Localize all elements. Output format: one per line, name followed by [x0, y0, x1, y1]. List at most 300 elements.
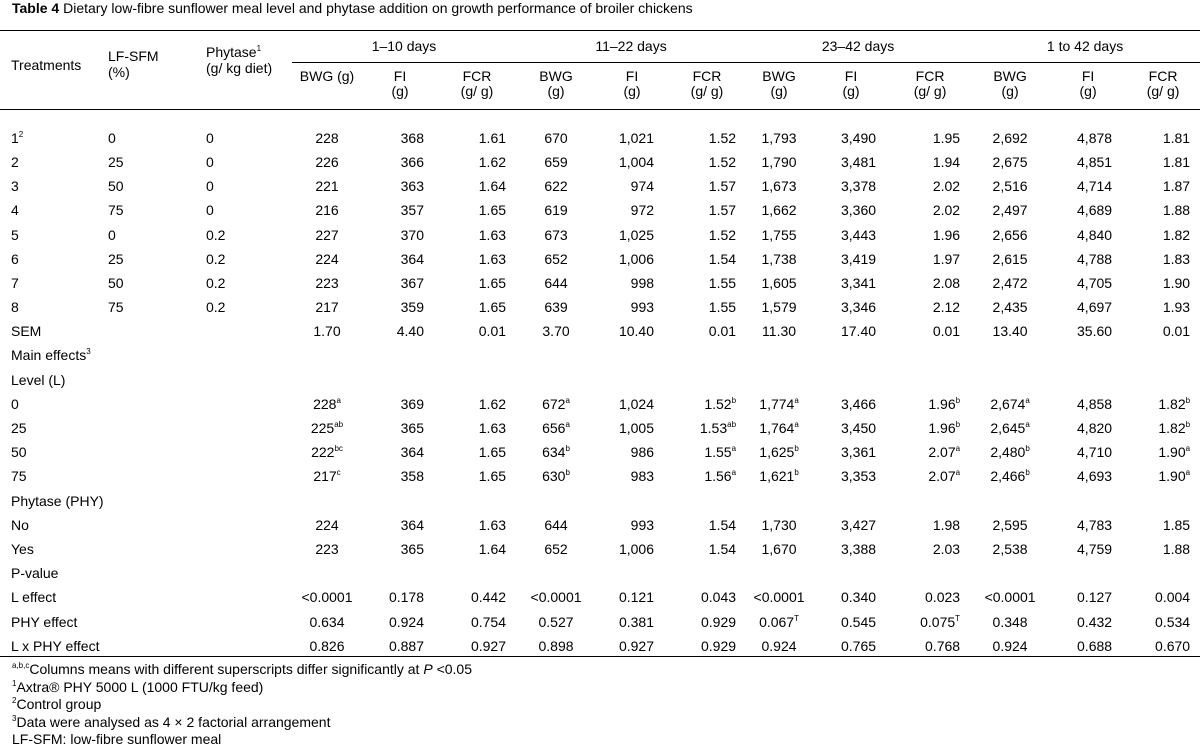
table-cell: 0.01 [1162, 323, 1191, 340]
table-cell [970, 368, 1050, 392]
table-cell [292, 343, 362, 367]
row-label: 0 [11, 395, 19, 412]
row-label: L x PHY effect [11, 637, 100, 654]
table-cell: 1,004 [618, 153, 655, 170]
row-lfsfm: 25 [108, 250, 124, 267]
table-cell: 228 [315, 129, 339, 146]
table-cell: 217 [315, 299, 339, 316]
table-cell: 4,840 [1077, 226, 1113, 243]
table-cell: 226 [315, 153, 339, 170]
table-cell: 1.52 [708, 153, 737, 170]
row-phytase: 0 [206, 129, 214, 146]
row-label: Level (L) [11, 371, 66, 388]
row-label: 50 [11, 444, 27, 461]
table-cell: 1.53$^{ab}$ [699, 420, 737, 437]
row-phytase [206, 392, 292, 416]
row-lfsfm: 50 [108, 178, 124, 195]
table-cell: 1.85 [1162, 516, 1191, 533]
table-row [0, 513, 1200, 537]
table-cell: 223 [315, 540, 339, 557]
row-label: 2 [11, 153, 19, 170]
footnote: $^3$Data were analysed as 4 × 2 factorial arrangement [12, 713, 331, 730]
table-cell: 1.90$^a$ [1158, 468, 1191, 485]
row-lfsfm [108, 440, 206, 464]
table-cell: 2,480$^b$ [990, 444, 1030, 461]
table-cell: 619 [544, 202, 568, 219]
table-cell: 1.52 [708, 129, 737, 146]
table-cell: 3,443 [840, 226, 877, 243]
table-row [0, 392, 1200, 416]
table-cell [1050, 489, 1126, 513]
table-cell: 1.57 [708, 178, 737, 195]
table-cell: 228$^a$ [313, 395, 341, 412]
table-cell: 0.929 [700, 613, 737, 630]
data-table [0, 30, 1200, 658]
header-col-8: FCR (g/ g) [913, 68, 947, 100]
table-row [0, 440, 1200, 464]
table-cell: 0.442 [470, 589, 507, 606]
row-label: 4 [11, 202, 19, 219]
table-cell: 2,538 [992, 540, 1028, 557]
row-label: 75 [11, 468, 27, 485]
row-label: 8 [11, 299, 19, 316]
table-cell: 1,764$^a$ [759, 420, 799, 437]
table-cell [362, 343, 438, 367]
table-cell: 1,579 [761, 299, 797, 316]
table-cell: 0.340 [840, 589, 877, 606]
table-cell: 366 [400, 153, 424, 170]
table-cell: 1.64 [478, 540, 507, 557]
table-cell: 17.40 [840, 323, 877, 340]
table-cell: 364 [400, 444, 424, 461]
table-cell [746, 368, 812, 392]
table-cell: 1.87 [1162, 178, 1191, 195]
header-col-11: FCR (g/ g) [1146, 68, 1180, 100]
table-cell: 1,793 [761, 129, 797, 146]
table-cell: 652 [544, 250, 568, 267]
table-cell [1126, 489, 1200, 513]
table-cell: 672$^a$ [542, 395, 570, 412]
table-cell: 4,710 [1077, 444, 1113, 461]
table-cell: 2,645$^a$ [990, 420, 1030, 437]
row-phytase [206, 609, 292, 633]
table-cell: 1,730 [761, 516, 797, 533]
table-row [0, 247, 1200, 271]
table-cell [516, 489, 596, 513]
table-cell: 0.670 [1155, 637, 1191, 654]
table-cell: 1.55$^a$ [704, 444, 737, 461]
table-cell [1050, 561, 1126, 585]
table-cell: 2,435 [992, 299, 1028, 316]
table-cell: 0.043 [700, 589, 737, 606]
table-cell: 2,472 [992, 274, 1028, 291]
table-cell: 0.768 [925, 637, 961, 654]
table-cell: $225^{ab}$ [310, 420, 344, 437]
footnotes [12, 661, 472, 749]
row-phytase [206, 585, 292, 609]
header-col-5: FCR (g/ g) [690, 68, 724, 100]
table-cell: 1,673 [761, 178, 797, 195]
row-phytase [206, 513, 292, 537]
table-cell: 1.54 [708, 516, 737, 533]
table-cell: 3,388 [840, 540, 877, 557]
table-cell: $0.067^T$ [759, 613, 799, 630]
table-cell: 368 [400, 129, 424, 146]
row-phytase [206, 319, 292, 343]
table-cell: 639 [544, 299, 568, 316]
row-label: Phytase (PHY) [11, 492, 104, 509]
row-label: L effect [11, 589, 57, 606]
table-cell [1050, 343, 1126, 367]
table-row [0, 150, 1200, 174]
row-phytase: 0 [206, 202, 214, 219]
row-label: P-value [11, 565, 59, 582]
table-cell [362, 489, 438, 513]
table-cell: 4,820 [1077, 420, 1113, 437]
table-cell: 2.07$^a$ [928, 468, 961, 485]
table-cell: 1.95 [932, 129, 961, 146]
table-cell [970, 489, 1050, 513]
table-cell [668, 343, 746, 367]
table-cell: 1.64 [478, 178, 507, 195]
table-cell: 0.121 [618, 589, 655, 606]
table-cell: 4,705 [1077, 274, 1113, 291]
row-lfsfm [108, 513, 206, 537]
table-cell: 1.82$^b$ [1158, 395, 1191, 412]
table-cell: 2,656 [992, 226, 1028, 243]
table-cell: 1.94 [932, 153, 961, 170]
table-cell: 1.63 [478, 250, 507, 267]
table-cell: 0.924 [388, 613, 424, 630]
table-cell: 0.545 [840, 613, 877, 630]
table-cell: $0.075^T$ [920, 613, 961, 630]
table-cell: 2,675 [992, 153, 1028, 170]
row-label: 25 [11, 420, 27, 437]
table-cell: 1,625$^b$ [759, 444, 799, 461]
table-cell [812, 343, 890, 367]
table-cell: 367 [400, 274, 424, 291]
table-cell: 0.887 [388, 637, 424, 654]
table-cell: 0.01 [708, 323, 737, 340]
table-cell: 983 [630, 468, 655, 485]
header-treatments: Treatments [11, 57, 82, 73]
row-label: SEM [11, 323, 42, 340]
table-cell: 2,466$^b$ [990, 468, 1030, 485]
table-cell: 4,851 [1077, 153, 1113, 170]
table-cell: 3,450 [840, 420, 877, 437]
table-cell [438, 489, 516, 513]
table-row [0, 198, 1200, 222]
table-cell: 3,419 [840, 250, 877, 267]
table-cell: 227 [315, 226, 339, 243]
table-cell: 993 [630, 516, 655, 533]
table-row [0, 585, 1200, 609]
row-phytase [206, 440, 292, 464]
table-cell: 0.634 [309, 613, 345, 630]
table-cell: 1,790 [761, 153, 797, 170]
table-cell [596, 489, 668, 513]
table-cell: 221 [315, 178, 339, 195]
table-cell [438, 561, 516, 585]
header-lfsfm: LF-SFM (%) [108, 48, 159, 80]
table-cell: 1.65 [478, 468, 507, 485]
header-period-2: 11–22 days [516, 30, 746, 63]
table-cell: 972 [630, 202, 655, 219]
header-col-3: BWG (g) [539, 68, 573, 100]
table-cell: 0.898 [538, 637, 574, 654]
row-phytase [206, 343, 292, 367]
header-col-4: FI (g) [623, 68, 641, 100]
table-cell: 0.178 [388, 589, 424, 606]
table-cell: 1.61 [478, 129, 507, 146]
table-cell: 4,693 [1077, 468, 1113, 485]
footnote: $^{a,b,c}$Columns means with different superscripts differ significantly at P <0.05 [12, 661, 473, 677]
table-cell: 1.83 [1162, 250, 1191, 267]
table-cell: 974 [630, 178, 655, 195]
table-cell [812, 489, 890, 513]
table-cell: 0.004 [1155, 589, 1191, 606]
table-cell [890, 343, 970, 367]
table-cell [292, 561, 362, 585]
table-cell [668, 561, 746, 585]
table-cell [292, 489, 362, 513]
table-cell: 1.63 [478, 516, 507, 533]
table-cell: 1.62 [478, 395, 507, 412]
table-cell [1126, 561, 1200, 585]
table-cell: 4,878 [1077, 129, 1113, 146]
table-cell [516, 343, 596, 367]
table-cell [746, 343, 812, 367]
table-cell: 4,783 [1077, 516, 1113, 533]
table-cell: 223 [315, 274, 339, 291]
table-cell: 2.12 [932, 299, 961, 316]
table-cell: 1.90$^a$ [1158, 444, 1191, 461]
row-label: Yes [11, 540, 34, 557]
table-cell [668, 489, 746, 513]
table-row [0, 222, 1200, 246]
table-row [0, 464, 1200, 488]
table-cell [292, 368, 362, 392]
row-lfsfm [108, 609, 206, 633]
table-cell [438, 368, 516, 392]
table-cell [890, 489, 970, 513]
footnote: $^2$Control group [12, 696, 102, 712]
table-row [0, 174, 1200, 198]
row-phytase [206, 489, 292, 513]
table-cell: 3,378 [840, 178, 877, 195]
table-cell: 3,361 [840, 444, 877, 461]
row-lfsfm [108, 489, 206, 513]
table-cell: 3,341 [840, 274, 877, 291]
table-cell: 2.07$^a$ [928, 444, 961, 461]
table-cell: 1.63 [478, 226, 507, 243]
row-label: 3 [11, 178, 19, 195]
row-lfsfm: 25 [108, 153, 124, 170]
row-label: PHY effect [11, 613, 78, 630]
table-cell: 4,858 [1077, 395, 1113, 412]
table-cell: 986 [630, 444, 655, 461]
row-phytase [206, 368, 292, 392]
table-label: Table 4 [12, 0, 60, 16]
row-lfsfm [108, 585, 206, 609]
table-cell: 0.534 [1155, 613, 1191, 630]
table-cell: 1.90 [1162, 274, 1191, 291]
table-cell: 224 [315, 516, 339, 533]
table-cell [746, 489, 812, 513]
table-cell: 659 [544, 153, 568, 170]
header-period-4: 1 to 42 days [970, 30, 1200, 63]
table-row [0, 368, 1200, 392]
row-phytase [206, 561, 292, 585]
table-cell: 3,427 [840, 516, 877, 533]
table-cell: 998 [630, 274, 655, 291]
table-cell: $222^{bc}$ [311, 444, 343, 461]
table-cell: 1,006 [618, 250, 655, 267]
header-period-3: 23–42 days [746, 30, 970, 63]
table-cell: 4,759 [1077, 540, 1113, 557]
table-cell [596, 343, 668, 367]
row-phytase: 0.2 [206, 299, 226, 316]
table-cell: 0.527 [538, 613, 574, 630]
table-cell: 1.54 [708, 540, 737, 557]
table-row [0, 319, 1200, 343]
table-cell: 10.40 [618, 323, 655, 340]
row-phytase: 0 [206, 178, 214, 195]
table-cell: 0.01 [932, 323, 961, 340]
table-cell: 4.40 [396, 323, 424, 340]
table-cell: 357 [400, 202, 424, 219]
header-col-9: BWG (g) [993, 68, 1027, 100]
row-phytase [206, 416, 292, 440]
table-cell: 363 [400, 178, 424, 195]
header-col-0: BWG (g) [299, 68, 355, 85]
table-cell [596, 368, 668, 392]
table-cell [668, 368, 746, 392]
table-cell: 370 [400, 226, 424, 243]
table-cell: 1.65 [478, 274, 507, 291]
table-cell: 652 [544, 540, 568, 557]
table-cell: 1.54 [708, 250, 737, 267]
table-cell: <0.0001 [984, 589, 1036, 606]
table-cell: 2,516 [992, 178, 1028, 195]
table-cell: 1.81 [1162, 153, 1191, 170]
row-label: $1^2$ [11, 129, 24, 146]
header-period-1: 1–10 days [292, 30, 516, 63]
table-cell: 1,621$^b$ [759, 468, 799, 485]
header-phytase: Phytase$^1$ (g/ kg diet) [206, 44, 273, 76]
row-lfsfm: 75 [108, 299, 124, 316]
table-cell: 3,360 [840, 202, 877, 219]
table-row [0, 114, 1200, 150]
table-cell [596, 561, 668, 585]
header-col-10: FI (g) [1079, 68, 1097, 100]
table-cell: 993 [630, 299, 655, 316]
table-cell: 0.927 [470, 637, 507, 654]
table-row [0, 609, 1200, 633]
table-cell: 1.57 [708, 202, 737, 219]
table-cell: 2,497 [992, 202, 1028, 219]
table-cell: 1,738 [761, 250, 797, 267]
table-row [0, 416, 1200, 440]
table-cell: 2.03 [932, 540, 961, 557]
row-label: 5 [11, 226, 19, 243]
table-cell: 0.432 [1077, 613, 1113, 630]
row-label: No [11, 516, 29, 533]
table-row [0, 343, 1200, 367]
table-row [0, 489, 1200, 513]
table-cell: 1,024 [618, 395, 655, 412]
table-cell: 0.01 [478, 323, 507, 340]
table-cell [1126, 368, 1200, 392]
row-lfsfm [108, 392, 206, 416]
table-cell: 656$^a$ [542, 420, 570, 437]
table-cell: 3,346 [840, 299, 877, 316]
table-cell [1050, 368, 1126, 392]
row-lfsfm [108, 634, 206, 658]
table-cell: 1,755 [761, 226, 797, 243]
table-title: Dietary low-fibre sunflower meal level and phytase addition on growth performance of broiler chickens [59, 0, 693, 16]
table-cell: 365 [400, 540, 424, 557]
table-cell [438, 343, 516, 367]
table-row [0, 561, 1200, 585]
table-cell: 4,788 [1077, 250, 1113, 267]
table-cell: 622 [544, 178, 568, 195]
table-cell: 217$^c$ [313, 468, 341, 485]
row-lfsfm: 0 [108, 129, 116, 146]
table-cell [516, 561, 596, 585]
table-caption [12, 0, 693, 16]
table-cell [970, 343, 1050, 367]
table-cell: 0.127 [1077, 589, 1113, 606]
table-cell: 2.02 [932, 202, 961, 219]
table-cell: 3,481 [840, 153, 877, 170]
row-phytase [206, 537, 292, 561]
table-cell: 1.65 [478, 299, 507, 316]
table-cell: 1,006 [618, 540, 655, 557]
table-cell: 1.56$^a$ [704, 468, 737, 485]
table-cell: 4,697 [1077, 299, 1113, 316]
row-phytase: 0.2 [206, 250, 226, 267]
table-cell: 35.60 [1077, 323, 1113, 340]
table-cell: 1.96 [932, 226, 961, 243]
table-cell: 1.52 [708, 226, 737, 243]
table-cell: 2.02 [932, 178, 961, 195]
table-cell: 1,662 [761, 202, 797, 219]
table-cell: 1.97 [932, 250, 961, 267]
table-cell: 1.88 [1162, 540, 1191, 557]
row-lfsfm [108, 319, 206, 343]
table-cell [1126, 343, 1200, 367]
table-cell: 1,605 [761, 274, 797, 291]
table-cell [746, 561, 812, 585]
table-cell: 364 [400, 250, 424, 267]
table-cell [970, 561, 1050, 585]
table-cell: 358 [400, 468, 424, 485]
table-cell: 0.929 [700, 637, 737, 654]
table-cell: 1.93 [1162, 299, 1191, 316]
table-cell: 216 [315, 202, 339, 219]
row-lfsfm: 50 [108, 274, 124, 291]
row-label: Main effects$^3$ [11, 347, 91, 364]
table-cell: 1.55 [708, 299, 737, 316]
table-cell [812, 561, 890, 585]
table-cell: 2,674$^a$ [990, 395, 1030, 412]
table-cell: 644 [544, 516, 568, 533]
table-cell: 1.98 [932, 516, 961, 533]
table-cell: 0.765 [840, 637, 877, 654]
table-cell: 13.40 [992, 323, 1028, 340]
table-cell: 0.023 [925, 589, 961, 606]
